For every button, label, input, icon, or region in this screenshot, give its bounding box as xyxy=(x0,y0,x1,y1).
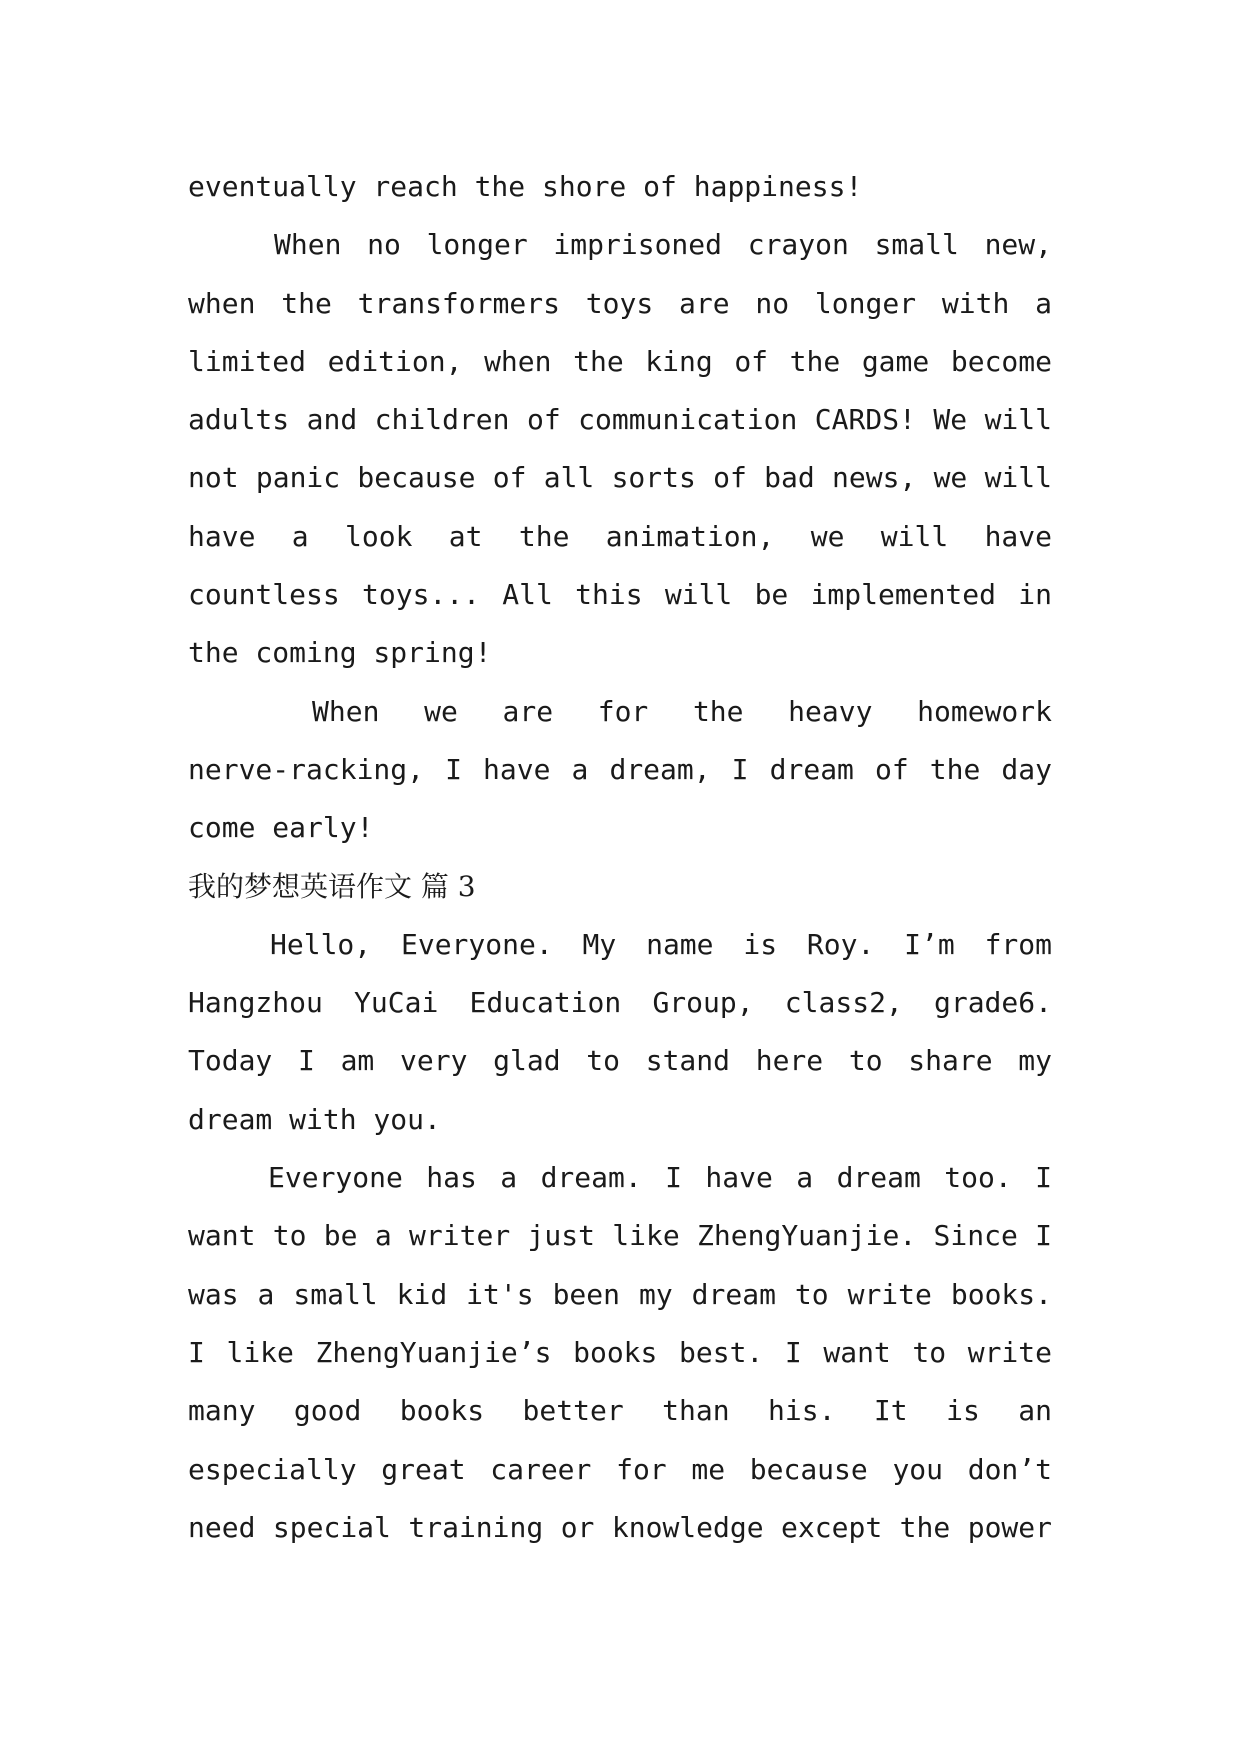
text-line: need special training or knowledge except the power xyxy=(188,1510,1052,1544)
text-line: adults and children of communication CARDS! We will xyxy=(188,403,1052,437)
text-line: I like ZhengYuanjie’s books best. I want to write xyxy=(188,1335,1052,1369)
text-line: Hangzhou YuCai Education Group, class2, grade6. xyxy=(188,986,1052,1020)
text-line: Everyone has a dream. I have a dream too. I xyxy=(268,1161,1052,1195)
paragraph-5 xyxy=(188,1149,1052,1557)
text-line: not panic because of all sorts of bad news, we will xyxy=(188,461,1052,495)
text-line: eventually reach the shore of happiness! xyxy=(188,170,863,203)
text-line: when the transformers toys are no longer with a xyxy=(188,286,1052,320)
text-line: Today I am very glad to stand here to share my xyxy=(188,1044,1052,1078)
text-line: When no longer imprisoned crayon small new, xyxy=(274,228,1052,262)
text-line: many good books better than his. It is an xyxy=(188,1394,1052,1428)
section-heading: 我的梦想英语作文 篇 3 xyxy=(188,869,476,903)
text-line: come early! xyxy=(188,811,374,845)
text-line: dream with you. xyxy=(188,1102,441,1136)
document-page xyxy=(188,158,1052,1557)
text-line: nerve-racking, I have a dream, I dream of the day xyxy=(188,752,1052,786)
text-line: especially great career for me because you don’t xyxy=(188,1452,1052,1486)
paragraph-3 xyxy=(188,683,1052,858)
paragraph-1 xyxy=(188,158,1052,216)
paragraph-2 xyxy=(188,216,1052,682)
text-line: want to be a writer just like ZhengYuanjie. Since I xyxy=(188,1219,1052,1253)
text-line: Hello, Everyone. My name is Roy. I’m from xyxy=(270,927,1052,961)
text-line: When we are for the heavy homework xyxy=(312,694,1052,728)
text-line: countless toys... All this will be implemented in xyxy=(188,578,1052,612)
text-line: the coming spring! xyxy=(188,636,492,670)
text-line: limited edition, when the king of the game become xyxy=(188,344,1052,378)
paragraph-4 xyxy=(188,916,1052,1149)
text-line: was a small kid it's been my dream to write books. xyxy=(188,1277,1052,1311)
text-line: have a look at the animation, we will have xyxy=(188,519,1052,553)
